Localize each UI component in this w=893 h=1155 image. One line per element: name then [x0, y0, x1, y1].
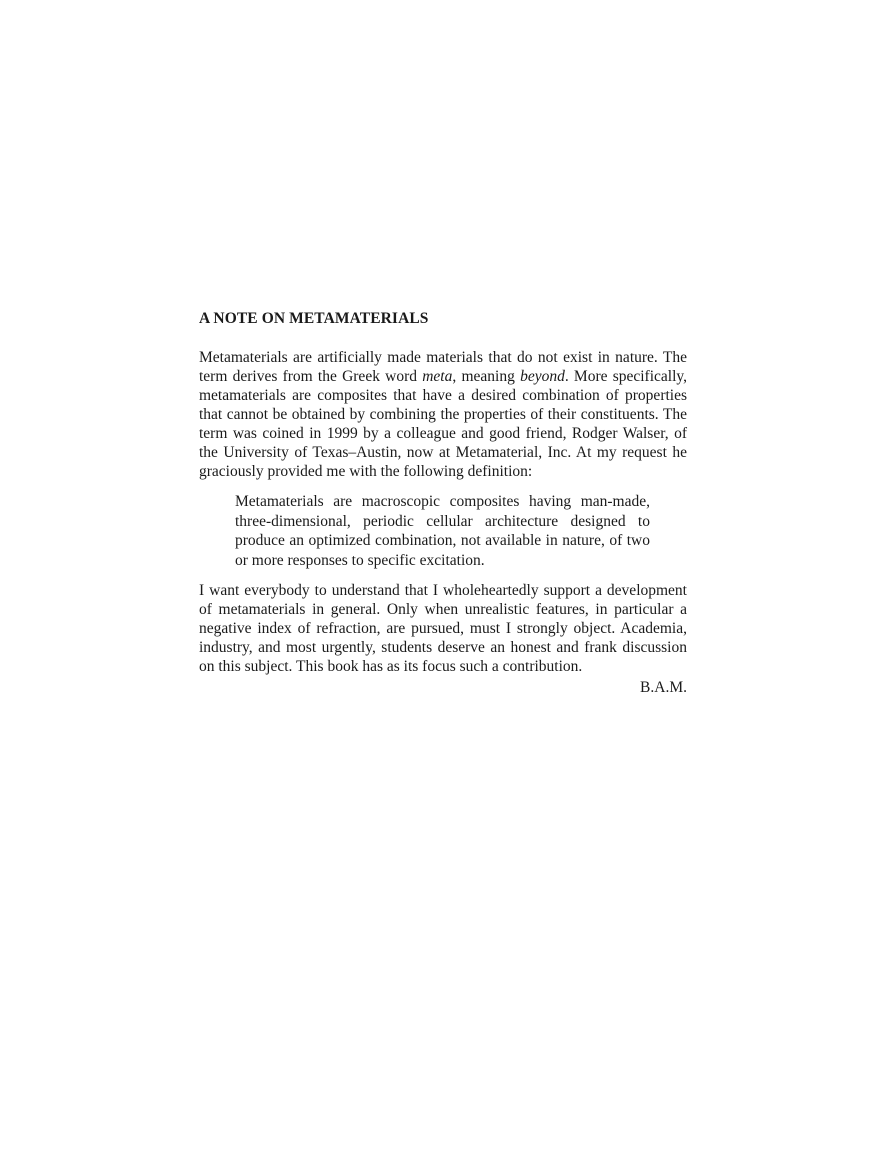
intro-text-1: Metamaterials are artificially made materials that do not exist in nature. The term derives from the Greek word: [199, 349, 687, 385]
intro-paragraph: [199, 348, 687, 481]
intro-italic-beyond: beyond: [520, 368, 565, 385]
note-page: [199, 308, 687, 697]
intro-text-2: , meaning: [452, 368, 521, 385]
page-title: A NOTE ON METAMATERIALS: [199, 310, 429, 327]
intro-italic-meta: meta: [422, 368, 453, 385]
closing-paragraph: I want everybody to understand that I wholeheartedly support a development of metamaterials in general. Only when unrealistic features, in particular a negative index of refraction, are pursued, must I strongly object. Academia, industry, and most urgently, students deserve an honest and frank discussion on this subject. This book has as its focus such a contribution.: [199, 582, 687, 675]
author-signature: B.A.M.: [640, 679, 687, 696]
intro-text-3: . More specifically, metamaterials are composites that have a desired combination of properties that cannot be obtained by combining the properties of their constituents. The term was coined in 1999 by a colleague and good friend, Rodger Walser, of the University of Texas–Austin, now at Metamaterial, Inc. At my request he graciously provided me with the following definition:: [199, 368, 688, 480]
definition-quote: Metamaterials are macroscopic composites having man-made, three-dimensional, periodic cellular architecture designed to produce an optimized combination, not available in nature, of two or more responses to specific excitation.: [235, 493, 650, 569]
